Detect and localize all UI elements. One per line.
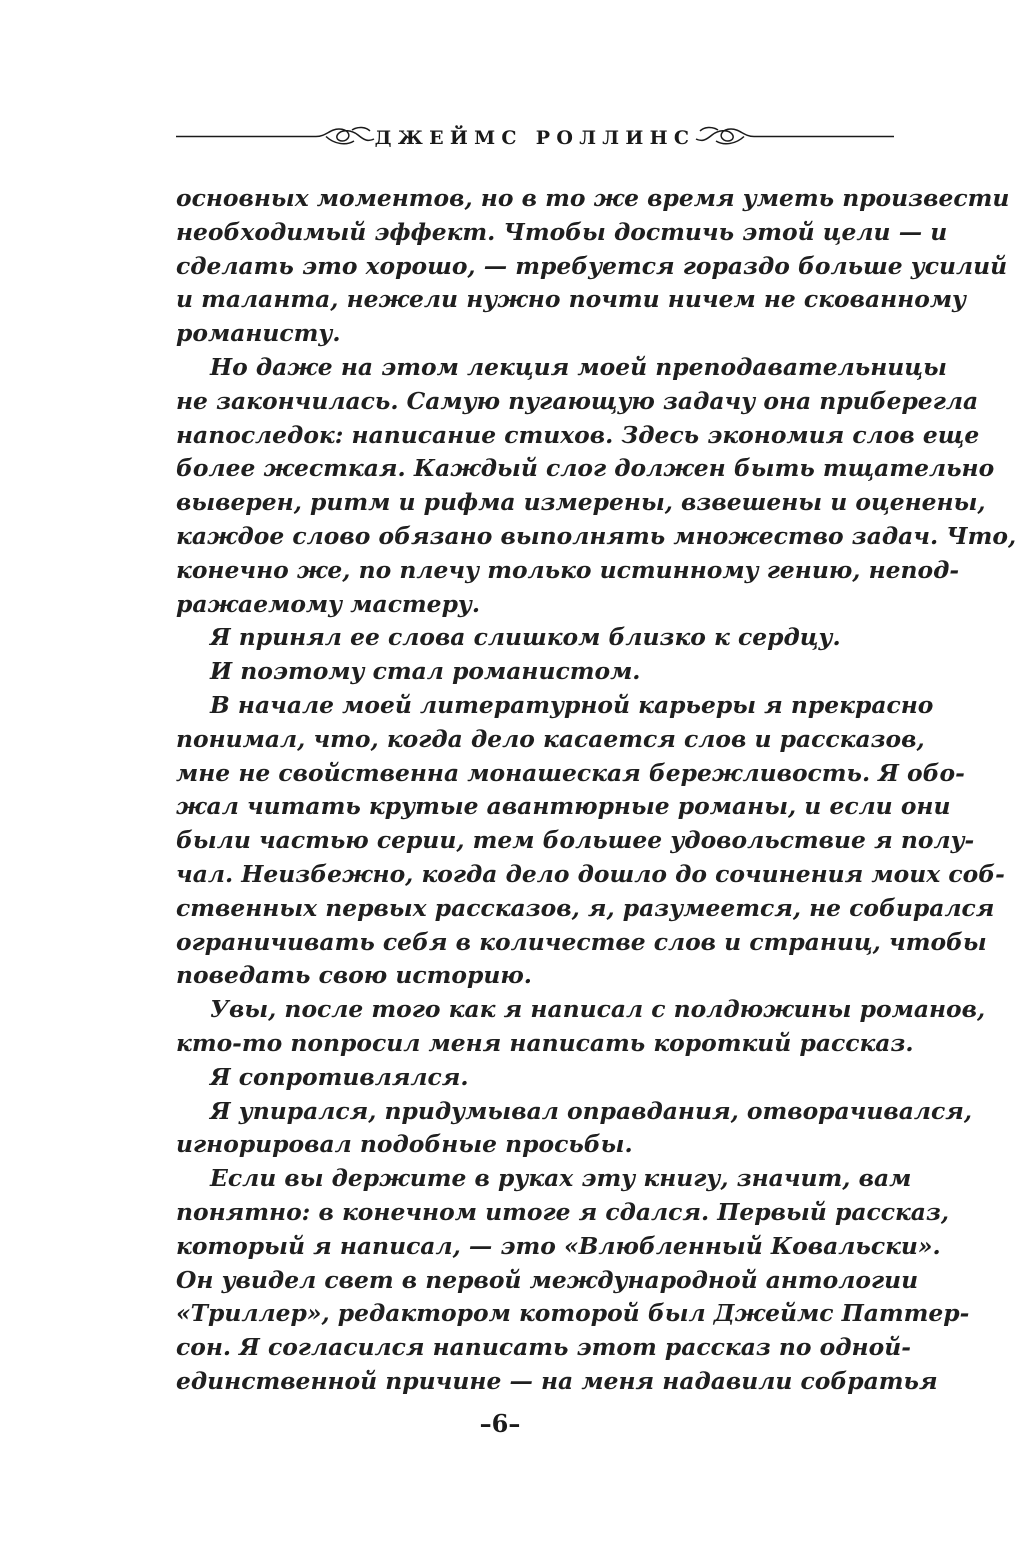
text-line: романисту.	[176, 319, 341, 348]
text-line: Я упирался, придумывал оправдания, отворачивался,	[210, 1096, 973, 1125]
text-line: жал читать крутые авантюрные романы, и если они	[176, 792, 951, 821]
text-line: Я сопротивлялся.	[210, 1062, 469, 1091]
text-line: единственной причине — на меня надавили собратья	[176, 1366, 938, 1395]
paragraph	[176, 655, 894, 689]
text-line: Я принял ее слова слишком близко к сердцу.	[210, 623, 841, 652]
paragraph	[176, 1162, 970, 1399]
text-line: не закончилась. Самую пугающую задачу она приберегла	[176, 386, 979, 415]
text-line: Увы, после того как я написал с полдюжины романов,	[210, 995, 986, 1024]
paragraph	[176, 351, 1016, 621]
text-line: «Триллер», редактором которой был Джеймс Паттер-	[176, 1299, 970, 1328]
paragraph	[176, 1061, 894, 1095]
text-line: мне не свойственна монашеская бережливость. Я обо-	[176, 758, 965, 787]
page-number: –6–	[479, 1409, 521, 1438]
text-line: ражаемому мастеру.	[176, 589, 481, 618]
text-line: напоследок: написание стихов. Здесь экономия слов еще	[176, 420, 980, 449]
text-line: необходимый эффект. Чтобы достичь этой цели — и	[176, 217, 948, 246]
text-line: выверен, ритм и рифма измерены, взвешены и оценены,	[176, 488, 986, 517]
text-line: Если вы держите в руках эту книгу, значит, вам	[210, 1164, 912, 1193]
text-line: каждое слово обязано выполнять множество задач. Что,	[176, 521, 1016, 550]
text-line: и таланта, нежели нужно почти ничем не скованному	[176, 285, 967, 314]
body-text	[176, 182, 1016, 1399]
paragraph	[176, 621, 894, 655]
text-line: были частью серии, тем большее удовольствие я полу-	[176, 826, 975, 855]
text-line: И поэтому стал романистом.	[210, 657, 641, 686]
text-line: основных моментов, но в то же время уметь произвести	[176, 184, 1010, 212]
text-line: ственных первых рассказов, я, разумеется, не собирался	[176, 893, 995, 922]
text-line: Он увидел свет в первой международной антологии	[176, 1265, 919, 1294]
text-line: сделать это хорошо, — требуется гораздо больше усилий	[176, 251, 1008, 280]
text-line: ограничивать себя в количестве слов и страниц, чтобы	[176, 927, 987, 956]
paragraph	[176, 1095, 973, 1163]
text-line: поведать свою историю.	[176, 961, 532, 990]
text-line: игнорировал подобные просьбы.	[176, 1130, 633, 1159]
running-header	[176, 118, 894, 158]
paragraph	[176, 689, 1005, 993]
paragraph	[176, 993, 986, 1061]
text-line: понимал, что, когда дело касается слов и рассказов,	[176, 724, 925, 753]
text-line: который я написал, — это «Влюбленный Ковальски».	[176, 1231, 941, 1260]
running-header-author: ДЖЕЙМС РОЛЛИНС	[374, 127, 696, 149]
text-line: чал. Неизбежно, когда дело дошло до сочинения моих соб-	[176, 859, 1005, 888]
text-line: конечно же, по плечу только истинному гению, непод-	[176, 555, 960, 584]
text-line: сон. Я согласился написать этот рассказ по одной-	[176, 1333, 911, 1362]
text-line: Но даже на этом лекция моей преподавательницы	[210, 352, 947, 381]
text-line: кто-то попросил меня написать короткий рассказ.	[176, 1028, 914, 1057]
text-line: более жесткая. Каждый слог должен быть тщательно	[176, 454, 995, 483]
text-line: понятно: в конечном итоге я сдался. Первый рассказ,	[176, 1197, 950, 1226]
text-line: В начале моей литературной карьеры я прекрасно	[210, 690, 934, 719]
paragraph	[176, 182, 1010, 351]
